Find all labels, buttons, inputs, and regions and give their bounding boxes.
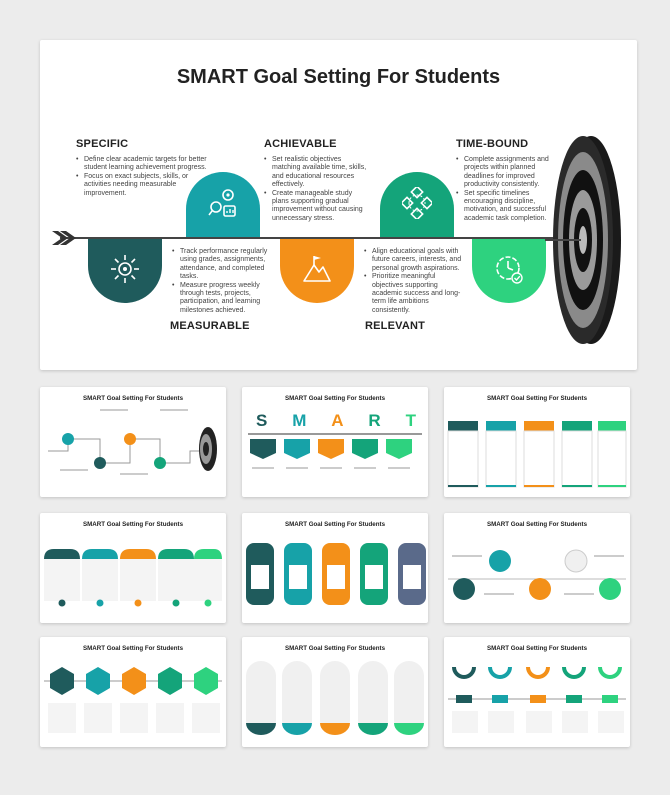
arches-diagram-icon (242, 637, 428, 747)
timebound-bullet-2: • Set specific timelines encouraging discipline, motivation, and successful academic task completion. (456, 190, 556, 224)
specific-bullet-1: • Define clear academic targets for better student learning achievement progress. (76, 156, 208, 173)
specific-bullets (76, 156, 208, 198)
relevant-bullet-1: • Align educational goals with future careers, interests, and personal growth aspirations. (364, 248, 464, 273)
achievable-bullets (264, 156, 370, 223)
measurable-pill (280, 238, 354, 303)
achievable-heading: ACHIEVABLE (264, 138, 337, 150)
clock-check-icon (494, 253, 524, 285)
semicircles-diagram-icon (444, 637, 630, 747)
relevant-heading: RELEVANT (365, 320, 426, 332)
thumbnail-1[interactable] (40, 387, 226, 497)
letter-a: A (331, 411, 344, 430)
thumbnail-8[interactable] (242, 637, 428, 747)
thumbnail-title: SMART Goal Setting For Students (82, 395, 184, 402)
achievable-bullet-2: • Create manageable study plans supporting gradual improvement without causing unnecessary stress. (264, 190, 370, 224)
thumbnail-title: SMART Goal Setting For Students (82, 645, 184, 652)
thumbnail-title: SMART Goal Setting For Students (284, 521, 386, 528)
tags-diagram-icon (242, 513, 428, 623)
columns-diagram-icon (444, 387, 630, 497)
timebound-heading: TIME-BOUND (456, 138, 529, 150)
thumbnail-title: SMART Goal Setting For Students (486, 645, 588, 652)
cards-diagram-icon (40, 513, 226, 623)
timeline-diagram-icon (40, 387, 226, 497)
main-slide-preview[interactable] (40, 40, 637, 370)
arrow-fletching-icon (52, 231, 78, 245)
relevant-bullets (364, 248, 464, 315)
arrow-shaft (60, 237, 580, 239)
letter-t: T (405, 411, 416, 430)
letter-s: S (256, 411, 268, 430)
thumbnail-2[interactable] (242, 387, 428, 497)
letter-m: M (292, 411, 307, 430)
measurable-bullet-1: • Track performance regularly using grades, assignments, attendance, and completed tasks. (172, 248, 274, 282)
network-icon (402, 187, 432, 219)
specific-bullet-2: • Focus on exact subjects, skills, or activities needing measurable improvement. (76, 173, 208, 198)
thumbnail-9[interactable] (444, 637, 630, 747)
timebound-bullet-1: • Complete assignments and projects within planned deadlines for improved productivity consistently. (456, 156, 556, 190)
measurable-bullet-2: • Measure progress weekly through tests, projects, participation, and learning milestones achieved. (172, 282, 274, 316)
banner-diagram-icon (242, 387, 428, 497)
target-person-icon (208, 187, 238, 219)
thumbnail-title: SMART Goal Setting For Students (486, 395, 588, 402)
achievable-bullet-1: • Set realistic objectives matching available time, skills, and educational resources effectively. (264, 156, 370, 190)
circles-diagram-icon (444, 513, 630, 623)
target-board-icon (545, 135, 625, 345)
letter-r: R (368, 411, 381, 430)
timebound-bullets (456, 156, 556, 223)
thumbnail-6[interactable] (444, 513, 630, 623)
mountain-flag-icon (302, 253, 332, 285)
measurable-bullets (172, 248, 274, 315)
timebound-pill (472, 238, 546, 303)
thumbnail-title: SMART Goal Setting For Students (284, 645, 386, 652)
relevant-bullet-2: • Prioritize meaningful objectives supporting academic success and long-term life ambitions consistently. (364, 273, 464, 315)
specific-heading: SPECIFIC (76, 138, 129, 150)
relevant-pill (380, 172, 454, 237)
thumbnail-7[interactable] (40, 637, 226, 747)
hexagons-diagram-icon (40, 637, 226, 747)
slide-title: SMART Goal Setting For Students (176, 66, 501, 88)
thumbnail-3[interactable] (444, 387, 630, 497)
measurable-heading: MEASURABLE (170, 320, 250, 332)
achievable-pill (186, 172, 260, 237)
specific-pill (88, 238, 162, 303)
thumbnail-4[interactable] (40, 513, 226, 623)
thumbnail-title: SMART Goal Setting For Students (486, 521, 588, 528)
thumbnail-title: SMART Goal Setting For Students (284, 395, 386, 402)
sun-focus-icon (110, 253, 140, 285)
thumbnail-5[interactable] (242, 513, 428, 623)
thumbnail-title: SMART Goal Setting For Students (82, 521, 184, 528)
